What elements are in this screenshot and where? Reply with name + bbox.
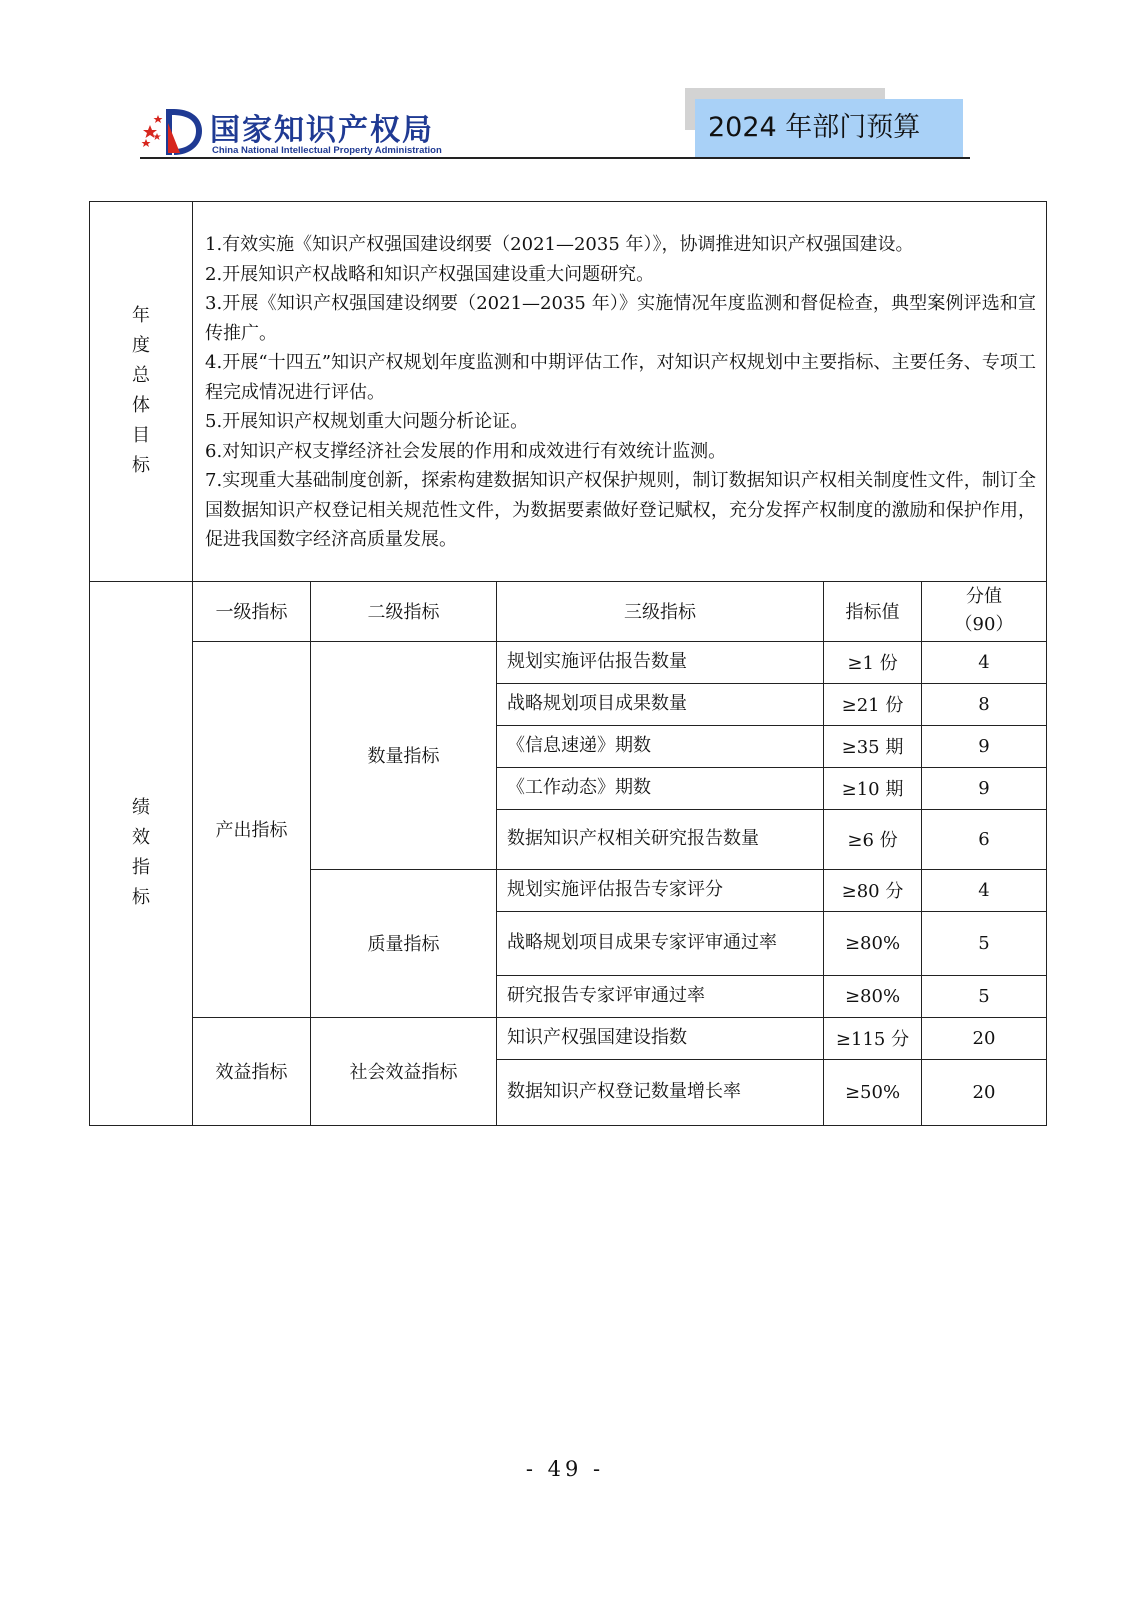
goal-item: 1.有效实施《知识产权强国建设纲要（2021—2035 年）》，协调推进知识产权强国建设。 [205, 234, 914, 255]
table-row [90, 641, 1047, 683]
indicator-name: 规划实施评估报告数量 [497, 641, 824, 683]
indicator-score: 6 [922, 809, 1047, 869]
level2-quantity: 数量指标 [311, 641, 497, 869]
indicator-value: ≥6 份 [824, 809, 922, 869]
table-row [90, 1017, 1047, 1059]
org-name-en: China National Intellectual Property Administration [212, 145, 442, 156]
indicator-value: ≥50% [824, 1059, 922, 1125]
cnipa-emblem-icon [140, 103, 204, 159]
performance-label: 绩 效 指 标 [90, 581, 193, 1125]
header-level3: 三级指标 [497, 581, 824, 641]
indicator-name: 《信息速递》期数 [497, 725, 824, 767]
level2-social-benefit: 社会效益指标 [311, 1017, 497, 1125]
goal-item: 3.开展《知识产权强国建设纲要（2021—2035 年）》实施情况年度监测和督促检查，典型案例评选和宣传推广。 [205, 293, 1037, 344]
budget-table-wrapper [89, 201, 1046, 1126]
indicator-name: 数据知识产权登记数量增长率 [497, 1059, 824, 1125]
goal-item: 4.开展“十四五”知识产权规划年度监测和中期评估工作，对知识产权规划中主要指标、主要任务、专项工程完成情况进行评估。 [205, 352, 1037, 403]
goal-item: 5.开展知识产权规划重大问题分析论证。 [205, 411, 529, 432]
indicator-score: 20 [922, 1059, 1047, 1125]
goal-item: 6.对知识产权支撑经济社会发展的作用和成效进行有效统计监测。 [205, 440, 727, 462]
indicator-name: 规划实施评估报告专家评分 [497, 869, 824, 911]
header-level1: 一级指标 [193, 581, 311, 641]
indicator-value: ≥80 分 [824, 869, 922, 911]
performance-goal-table [89, 201, 1047, 1126]
indicator-name: 数据知识产权相关研究报告数量 [497, 809, 824, 869]
goal-item: 2.开展知识产权战略和知识产权强国建设重大问题研究。 [205, 263, 655, 285]
indicator-score: 20 [922, 1017, 1047, 1059]
indicator-score: 4 [922, 869, 1047, 911]
indicator-name: 战略规划项目成果专家评审通过率 [497, 911, 824, 975]
indicator-name: 战略规划项目成果数量 [497, 683, 824, 725]
page-header [0, 0, 1130, 170]
indicator-name: 知识产权强国建设指数 [497, 1017, 824, 1059]
annual-goals-content [193, 202, 1047, 582]
indicator-value: ≥21 份 [824, 683, 922, 725]
indicator-value: ≥35 期 [824, 725, 922, 767]
level1-benefit: 效益指标 [193, 1017, 311, 1125]
annual-goals-row [90, 202, 1047, 582]
level2-quality: 质量指标 [311, 869, 497, 1017]
indicator-score: 5 [922, 911, 1047, 975]
document-title: 2024 年部门预算 [708, 112, 921, 143]
indicator-score: 8 [922, 683, 1047, 725]
header-level2: 二级指标 [311, 581, 497, 641]
page-number: - 49 - [525, 1457, 605, 1481]
indicator-value: ≥80% [824, 911, 922, 975]
indicator-score: 5 [922, 975, 1047, 1017]
indicator-score: 4 [922, 641, 1047, 683]
indicator-score: 9 [922, 767, 1047, 809]
org-name-cn: 国家知识产权局 [210, 113, 434, 148]
indicator-value: ≥80% [824, 975, 922, 1017]
level1-output: 产出指标 [193, 641, 311, 1017]
indicator-value: ≥115 分 [824, 1017, 922, 1059]
header-value: 指标值 [824, 581, 922, 641]
goal-item: 7.实现重大基础制度创新，探索构建数据知识产权保护规则，制订数据知识产权相关制度性文件，制订全国数据知识产权登记相关规范性文件，为数据要素做好登记赋权，充分发挥产权制度的激励和保护作用，促进我国数字经济高质量发展。 [205, 470, 1037, 550]
indicator-score: 9 [922, 725, 1047, 767]
annual-goals-label: 年 度 总 体 目 标 [90, 202, 193, 582]
table-header-row [90, 581, 1047, 641]
indicator-value: ≥1 份 [824, 641, 922, 683]
header-score: 分值 （90） [922, 581, 1047, 641]
cnipa-logo [140, 103, 440, 159]
indicator-value: ≥10 期 [824, 767, 922, 809]
indicator-name: 研究报告专家评审通过率 [497, 975, 824, 1017]
indicator-name: 《工作动态》期数 [497, 767, 824, 809]
header-rule [140, 157, 970, 159]
